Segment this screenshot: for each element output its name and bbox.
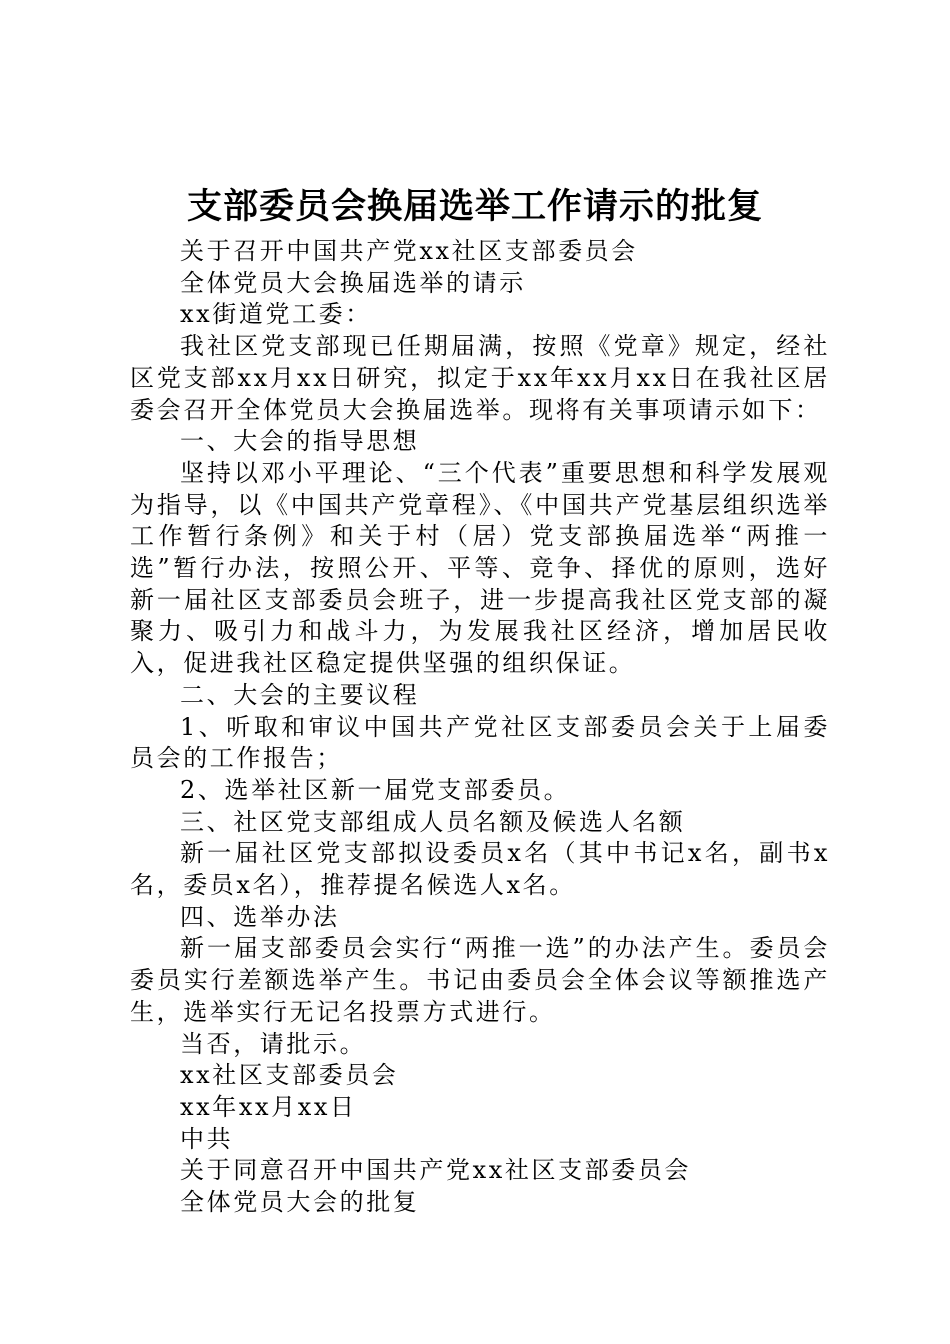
section-heading-agenda: 二、大会的主要议程 [180, 680, 420, 709]
paragraph-agenda-item-1: 1、听取和审议中国共产党社区支部委员会关于上届委员会的工作报告； [130, 712, 830, 773]
paragraph-election-method: 新一届支部委员会实行“两推一选”的办法产生。委员会委员实行差额选举产生。书记由委员会全体会议等额推选产生，选举实行无记名投票方式进行。 [130, 934, 830, 1026]
paragraph-quota: 新一届社区党支部拟设委员x名（其中书记x名，副书x名，委员x名），推荐提名候选人x名。 [130, 839, 830, 900]
reply-issuer: 中共 [180, 1124, 234, 1153]
section-heading-guiding-thought: 一、大会的指导思想 [180, 427, 420, 456]
section-heading-quota: 三、社区党支部组成人员名额及候选人名额 [180, 807, 686, 836]
paragraph-closing: 当否，请批示。 [180, 1029, 367, 1058]
signature-organization: xx社区支部委员会 [180, 1061, 399, 1090]
paragraph-intro: 我社区党支部现已任期届满，按照《党章》规定，经社区党支部xx月xx日研究，拟定于xx年xx月xx日在我社区居委会召开全体党员大会换届选举。现将有关事项请示如下： [130, 332, 830, 424]
paragraph-request-heading-1: 关于召开中国共产党xx社区支部委员会 [180, 237, 638, 265]
document-body [130, 236, 830, 1219]
paragraph-agenda-item-2: 2、选举社区新一届党支部委员。 [180, 775, 571, 804]
section-heading-election-method: 四、选举办法 [180, 902, 340, 931]
reply-heading-2: 全体党员大会的批复 [180, 1188, 420, 1217]
paragraph-request-heading-2: 全体党员大会换届选举的请示 [180, 268, 526, 297]
paragraph-addressee: xx街道党工委： [180, 300, 372, 329]
paragraph-guiding-thought: 坚持以邓小平理论、“三个代表”重要思想和科学发展观为指导，以《中国共产党章程》、《中国共产党基层组织选举工作暂行条例》和关于村（居）党支部换届选举“两推一选”暂行办法，按照公开、平等、竞争、择优的原则，选好新一届社区支部委员会班子，进一步提高我社区党支部的凝聚力、吸引力和战斗力，为发展我社区经济，增加居民收入，促进我社区稳定提供坚强的组织保证。 [130, 458, 830, 678]
reply-heading-1: 关于同意召开中国共产党xx社区支部委员会 [180, 1156, 692, 1185]
signature-date: xx年xx月xx日 [180, 1092, 357, 1121]
document-title: 支部委员会换届选举工作请示的批复 [186, 186, 763, 227]
